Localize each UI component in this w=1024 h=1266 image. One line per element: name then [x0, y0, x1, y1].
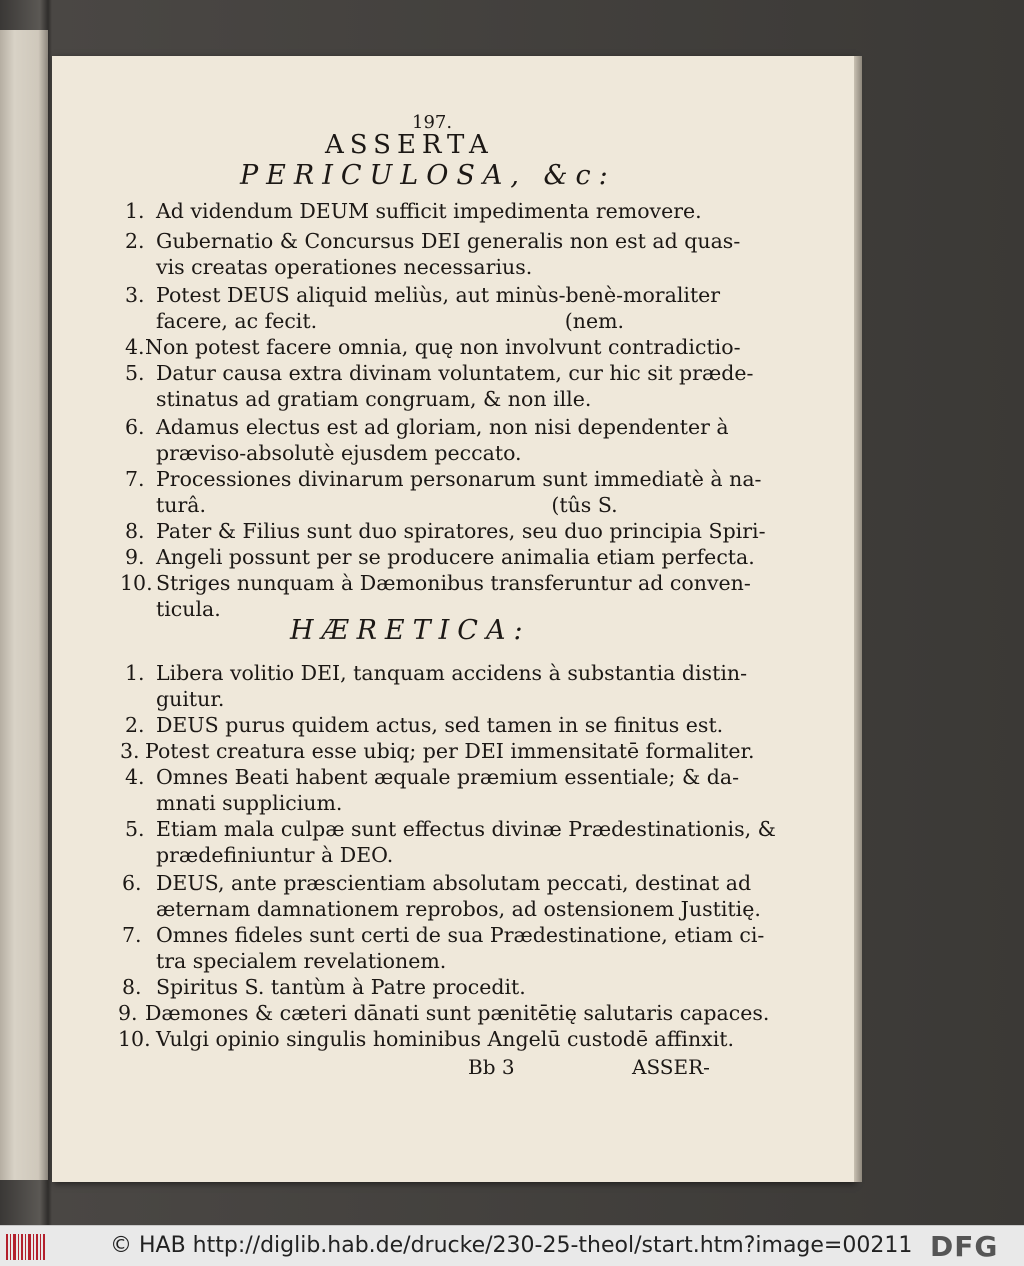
section-heading-periculosa: PERICULOSA, &c: — [240, 160, 616, 191]
page-edge-shadow — [854, 56, 862, 1182]
item-number: 8. — [122, 975, 142, 999]
line-text: turâ. (tûs S. — [156, 493, 618, 517]
line-text: DEUS, ante præscientiam absolutam peccati, destinat ad — [156, 871, 752, 895]
dfg-logo: DFG — [930, 1230, 999, 1263]
line-text: Angeli possunt per se producere animalia etiam perfecta. — [156, 545, 755, 569]
page-title: ASSERTA — [325, 130, 494, 160]
line-text: vis creatas operationes necessarius. — [156, 255, 533, 279]
barcode-logo — [6, 1234, 46, 1260]
item-number: 2. — [125, 713, 145, 737]
line-text: Dæmones & cæteri dānati sunt pænitētię salutaris capaces. — [145, 1001, 770, 1025]
item-number: 6. — [122, 871, 142, 895]
item-number: 10. — [118, 1027, 151, 1051]
line-text: Non potest facere omnia, quę non involvunt contradictio- — [145, 335, 741, 359]
line-text: Potest DEUS aliquid meliùs, aut minùs-benè-moraliter — [156, 283, 721, 307]
line-text: Ad videndum DEUM sufficit impedimenta removere. — [156, 199, 702, 223]
line-text: Pater & Filius sunt duo spiratores, seu duo principia Spiri- — [156, 519, 766, 543]
line-text: facere, ac fecit. (nem. — [156, 309, 625, 333]
item-number: 1. — [125, 199, 145, 223]
item-number: 7. — [122, 923, 142, 947]
page-number: 197. — [412, 112, 453, 133]
section-heading-haeretica: HÆRETICA: — [290, 615, 531, 646]
item-number: 4. — [125, 765, 145, 789]
item-number: 9. — [118, 1001, 138, 1025]
item-number: 8. — [125, 519, 145, 543]
item-number: 3. — [120, 739, 140, 763]
item-number: 6. — [125, 415, 145, 439]
line-text: Spiritus S. tantùm à Patre procedit. — [156, 975, 526, 999]
item-number: 10. — [120, 571, 153, 595]
item-number: 7. — [125, 467, 145, 491]
catchword: ASSER- — [632, 1055, 710, 1079]
previous-page-edge — [0, 30, 48, 1180]
line-text: tra specialem revelationem. — [156, 949, 447, 973]
line-text: Datur causa extra divinam voluntatem, cur hic sit prædе- — [156, 361, 754, 385]
line-text: Adamus electus est ad gloriam, non nisi dependenter à — [156, 415, 729, 439]
line-text: ticula. — [156, 597, 221, 621]
line-text: prævisо-absolutè ejusdem peccato. — [156, 441, 522, 465]
item-number: 3. — [125, 283, 145, 307]
line-text: Vulgi opinio singulis hominibus Angelū custodē affinxit. — [156, 1027, 735, 1051]
footer-bar — [0, 1225, 1024, 1266]
line-text: guitur. — [156, 687, 225, 711]
line-text: Potest creatura esse ubiq; per DEI immensitatē formaliter. — [145, 739, 755, 763]
line-text: æternam damnationem reprobos, ad ostensionem Justitię. — [156, 897, 761, 921]
line-text: Omnes fideles sunt certi de sua Prædestinatione, etiam ci- — [156, 923, 765, 947]
line-text: Libera volitio DEI, tanquam accidens à substantia distin- — [156, 661, 748, 685]
item-number: 5. — [125, 817, 145, 841]
line-text: mnati supplicium. — [156, 791, 343, 815]
line-text: prædefiniuntur à DEO. — [156, 843, 394, 867]
item-number: 4. — [125, 335, 145, 359]
item-number: 1. — [125, 661, 145, 685]
footer-copyright-link[interactable]: © HAB http://diglib.hab.de/drucke/230-25-theol/start.htm?image=00211 — [110, 1233, 913, 1258]
item-number: 2. — [125, 229, 145, 253]
line-text: Omnes Beati habent æquale præmium essentiale; & da- — [156, 765, 740, 789]
line-text: DEUS purus quidem actus, sed tamen in se finitus est. — [156, 713, 724, 737]
line-text: Processiones divinarum personarum sunt immediatè à na- — [156, 467, 762, 491]
line-text: Gubernatio & Concursus DEI generalis non est ad quas- — [156, 229, 741, 253]
item-number: 9. — [125, 545, 145, 569]
line-text: Striges nunquam à Dæmonibus transferuntur ad conven- — [156, 571, 751, 595]
line-text: Etiam mala culpæ sunt effectus divinæ Prædestinationis, & — [156, 817, 776, 841]
line-text: stinatus ad gratiam congruam, & non ille. — [156, 387, 592, 411]
signature-mark: Bb 3 — [468, 1055, 515, 1079]
item-number: 5. — [125, 361, 145, 385]
